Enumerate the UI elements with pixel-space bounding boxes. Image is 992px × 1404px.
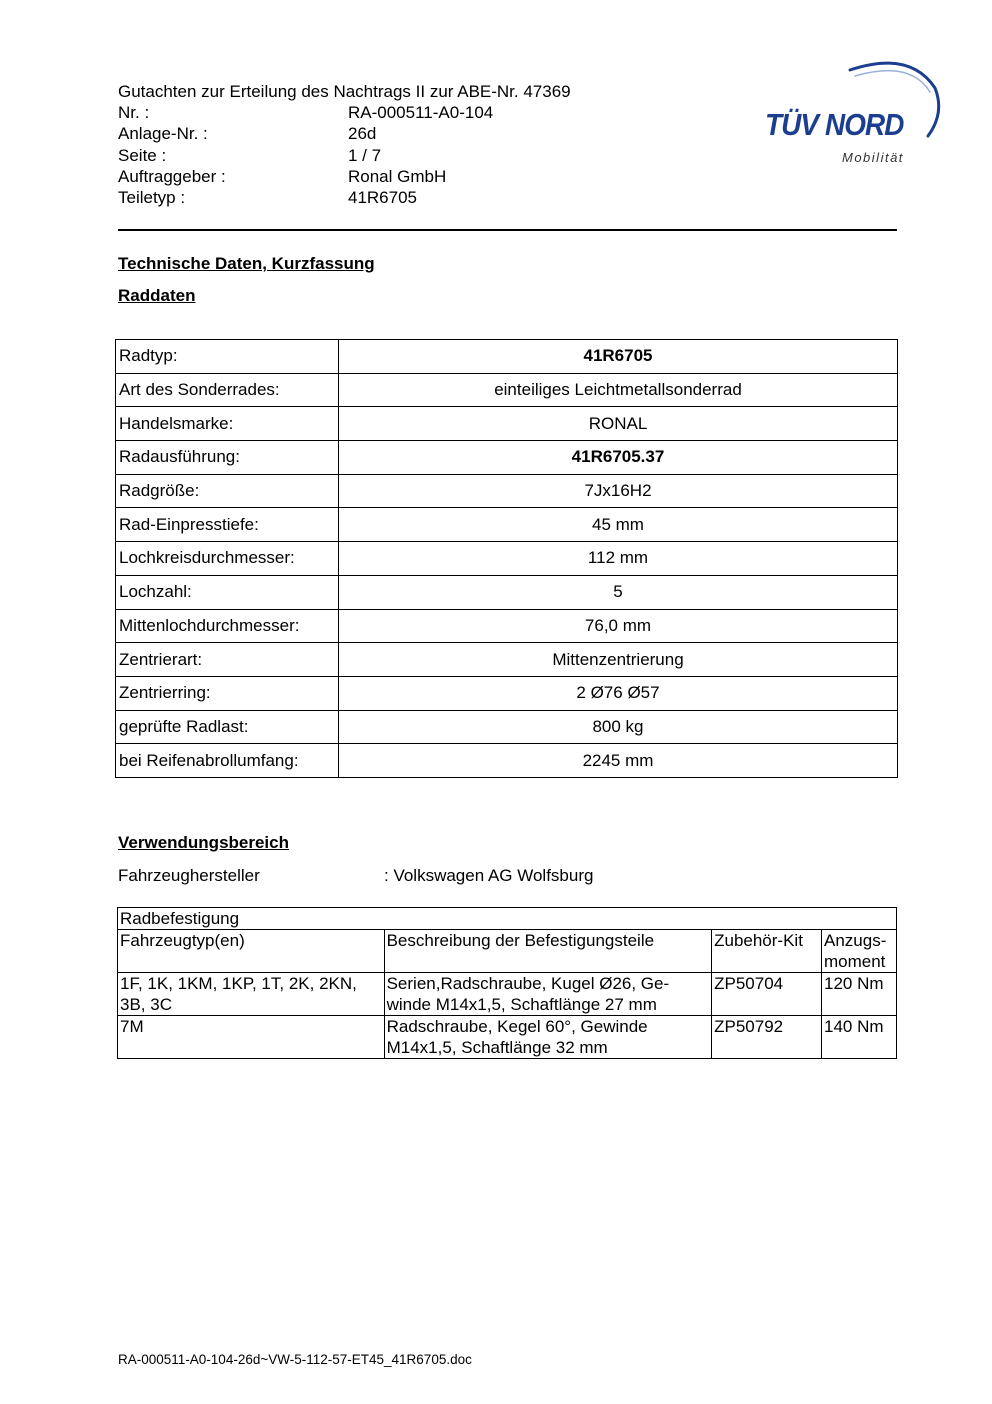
table-title: Radbefestigung [118,908,897,930]
row-label: Zentrierring: [116,676,339,710]
row-label: Radausführung: [116,441,339,475]
row-label: bei Reifenabrollumfang: [116,744,339,778]
row-label: Lochzahl: [116,575,339,609]
row-label: Rad-Einpresstiefe: [116,508,339,542]
table-cell: ZP50704 [712,973,822,1016]
header-label: Auftraggeber : [118,166,226,186]
header-value: RA-000511-A0-104 [348,103,494,123]
table-row [116,575,898,609]
row-label: Radtyp: [116,340,339,374]
row-value: RONAL [339,407,898,441]
table-row [116,441,898,475]
header-row-anlage [118,123,738,144]
fahrzeughersteller-row [118,866,593,886]
row-value: Mittenzentrierung [339,643,898,677]
row-label: Lochkreisdurchmesser: [116,542,339,576]
header-row-teiletyp [118,187,738,208]
row-value: 76,0 mm [339,609,898,643]
table-cell: 120 Nm [822,973,897,1016]
table-row [118,1016,897,1059]
header-divider [118,229,897,231]
footer-filename: RA-000511-A0-104-26d~VW-5-112-57-ET45_41R6705.doc [118,1352,472,1367]
table-row [116,676,898,710]
row-value: 5 [339,575,898,609]
table-cell: 1F, 1K, 1KM, 1KP, 1T, 2K, 2KN, 3B, 3C [118,973,385,1016]
header-label: Nr. : [118,103,150,123]
table-cell: ZP50792 [712,1016,822,1059]
table-row [116,474,898,508]
header-value: 41R6705 [348,188,418,208]
verwendung-heading: Verwendungsbereich [118,833,289,852]
header-row-auftraggeber [118,166,738,187]
logo-subtitle: Mobilität [842,150,904,165]
table-cell: 7M [118,1016,385,1059]
row-value: 2 Ø76 Ø57 [339,676,898,710]
header-label: Seite : [118,145,167,165]
row-label: Radgröße: [116,474,339,508]
table-row [116,508,898,542]
header-value: 1 / 7 [348,145,382,165]
row-label: Handelsmarke: [116,407,339,441]
header-label: Anlage-Nr. : [118,124,208,144]
table-row [116,710,898,744]
table-cell: Zubehör-Kit [712,930,822,973]
header-label: Teiletyp : [118,188,186,208]
row-value: 41R6705.37 [339,441,898,475]
table-cell: Radschraube, Kegel 60°, Gewinde M14x1,5, Schaftlänge 32 mm [384,1016,712,1059]
fahrzeughersteller-label: Fahrzeughersteller [118,866,260,885]
document-header [118,81,738,208]
table-row [118,973,897,1016]
table-row [116,643,898,677]
radbefestigung-table [117,907,897,1059]
section-title: Technische Daten, Kurzfassung [118,254,375,273]
table-header-row [118,930,897,973]
table-row [116,609,898,643]
fahrzeughersteller-value: : Volkswagen AG Wolfsburg [384,866,594,885]
row-label: Mittenlochdurchmesser: [116,609,339,643]
row-value: einteiliges Leichtmetallsonderrad [339,373,898,407]
header-value: 26d [348,124,377,144]
header-row-nr [118,102,738,123]
row-value: 2245 mm [339,744,898,778]
document-title: Gutachten zur Erteilung des Nachtrags II zur ABE-Nr. 47369 [118,82,571,101]
header-row-seite [118,145,738,166]
table-cell: Anzugs- moment [822,930,897,973]
table-row [116,744,898,778]
table-row [116,340,898,374]
table-cell: Serien,Radschraube, Kugel Ø26, Ge- winde M14x1,5, Schaftlänge 27 mm [384,973,712,1016]
table-row [116,542,898,576]
table-cell: Fahrzeugtyp(en) [118,930,385,973]
table-cell: Beschreibung der Befestigungsteile [384,930,712,973]
row-label: geprüfte Radlast: [116,710,339,744]
row-value: 41R6705 [339,340,898,374]
table-row [116,407,898,441]
table-row [116,373,898,407]
tuev-nord-logo [760,58,945,173]
row-value: 800 kg [339,710,898,744]
row-value: 7Jx16H2 [339,474,898,508]
row-label: Zentrierart: [116,643,339,677]
header-value: Ronal GmbH [348,166,447,186]
raddaten-heading: Raddaten [118,286,196,305]
logo-wordmark: TÜV NORD [765,107,904,142]
row-value: 45 mm [339,508,898,542]
table-title-row [118,908,897,930]
raddaten-table [115,339,898,778]
table-cell: 140 Nm [822,1016,897,1059]
row-value: 112 mm [339,542,898,576]
row-label: Art des Sonderrades: [116,373,339,407]
